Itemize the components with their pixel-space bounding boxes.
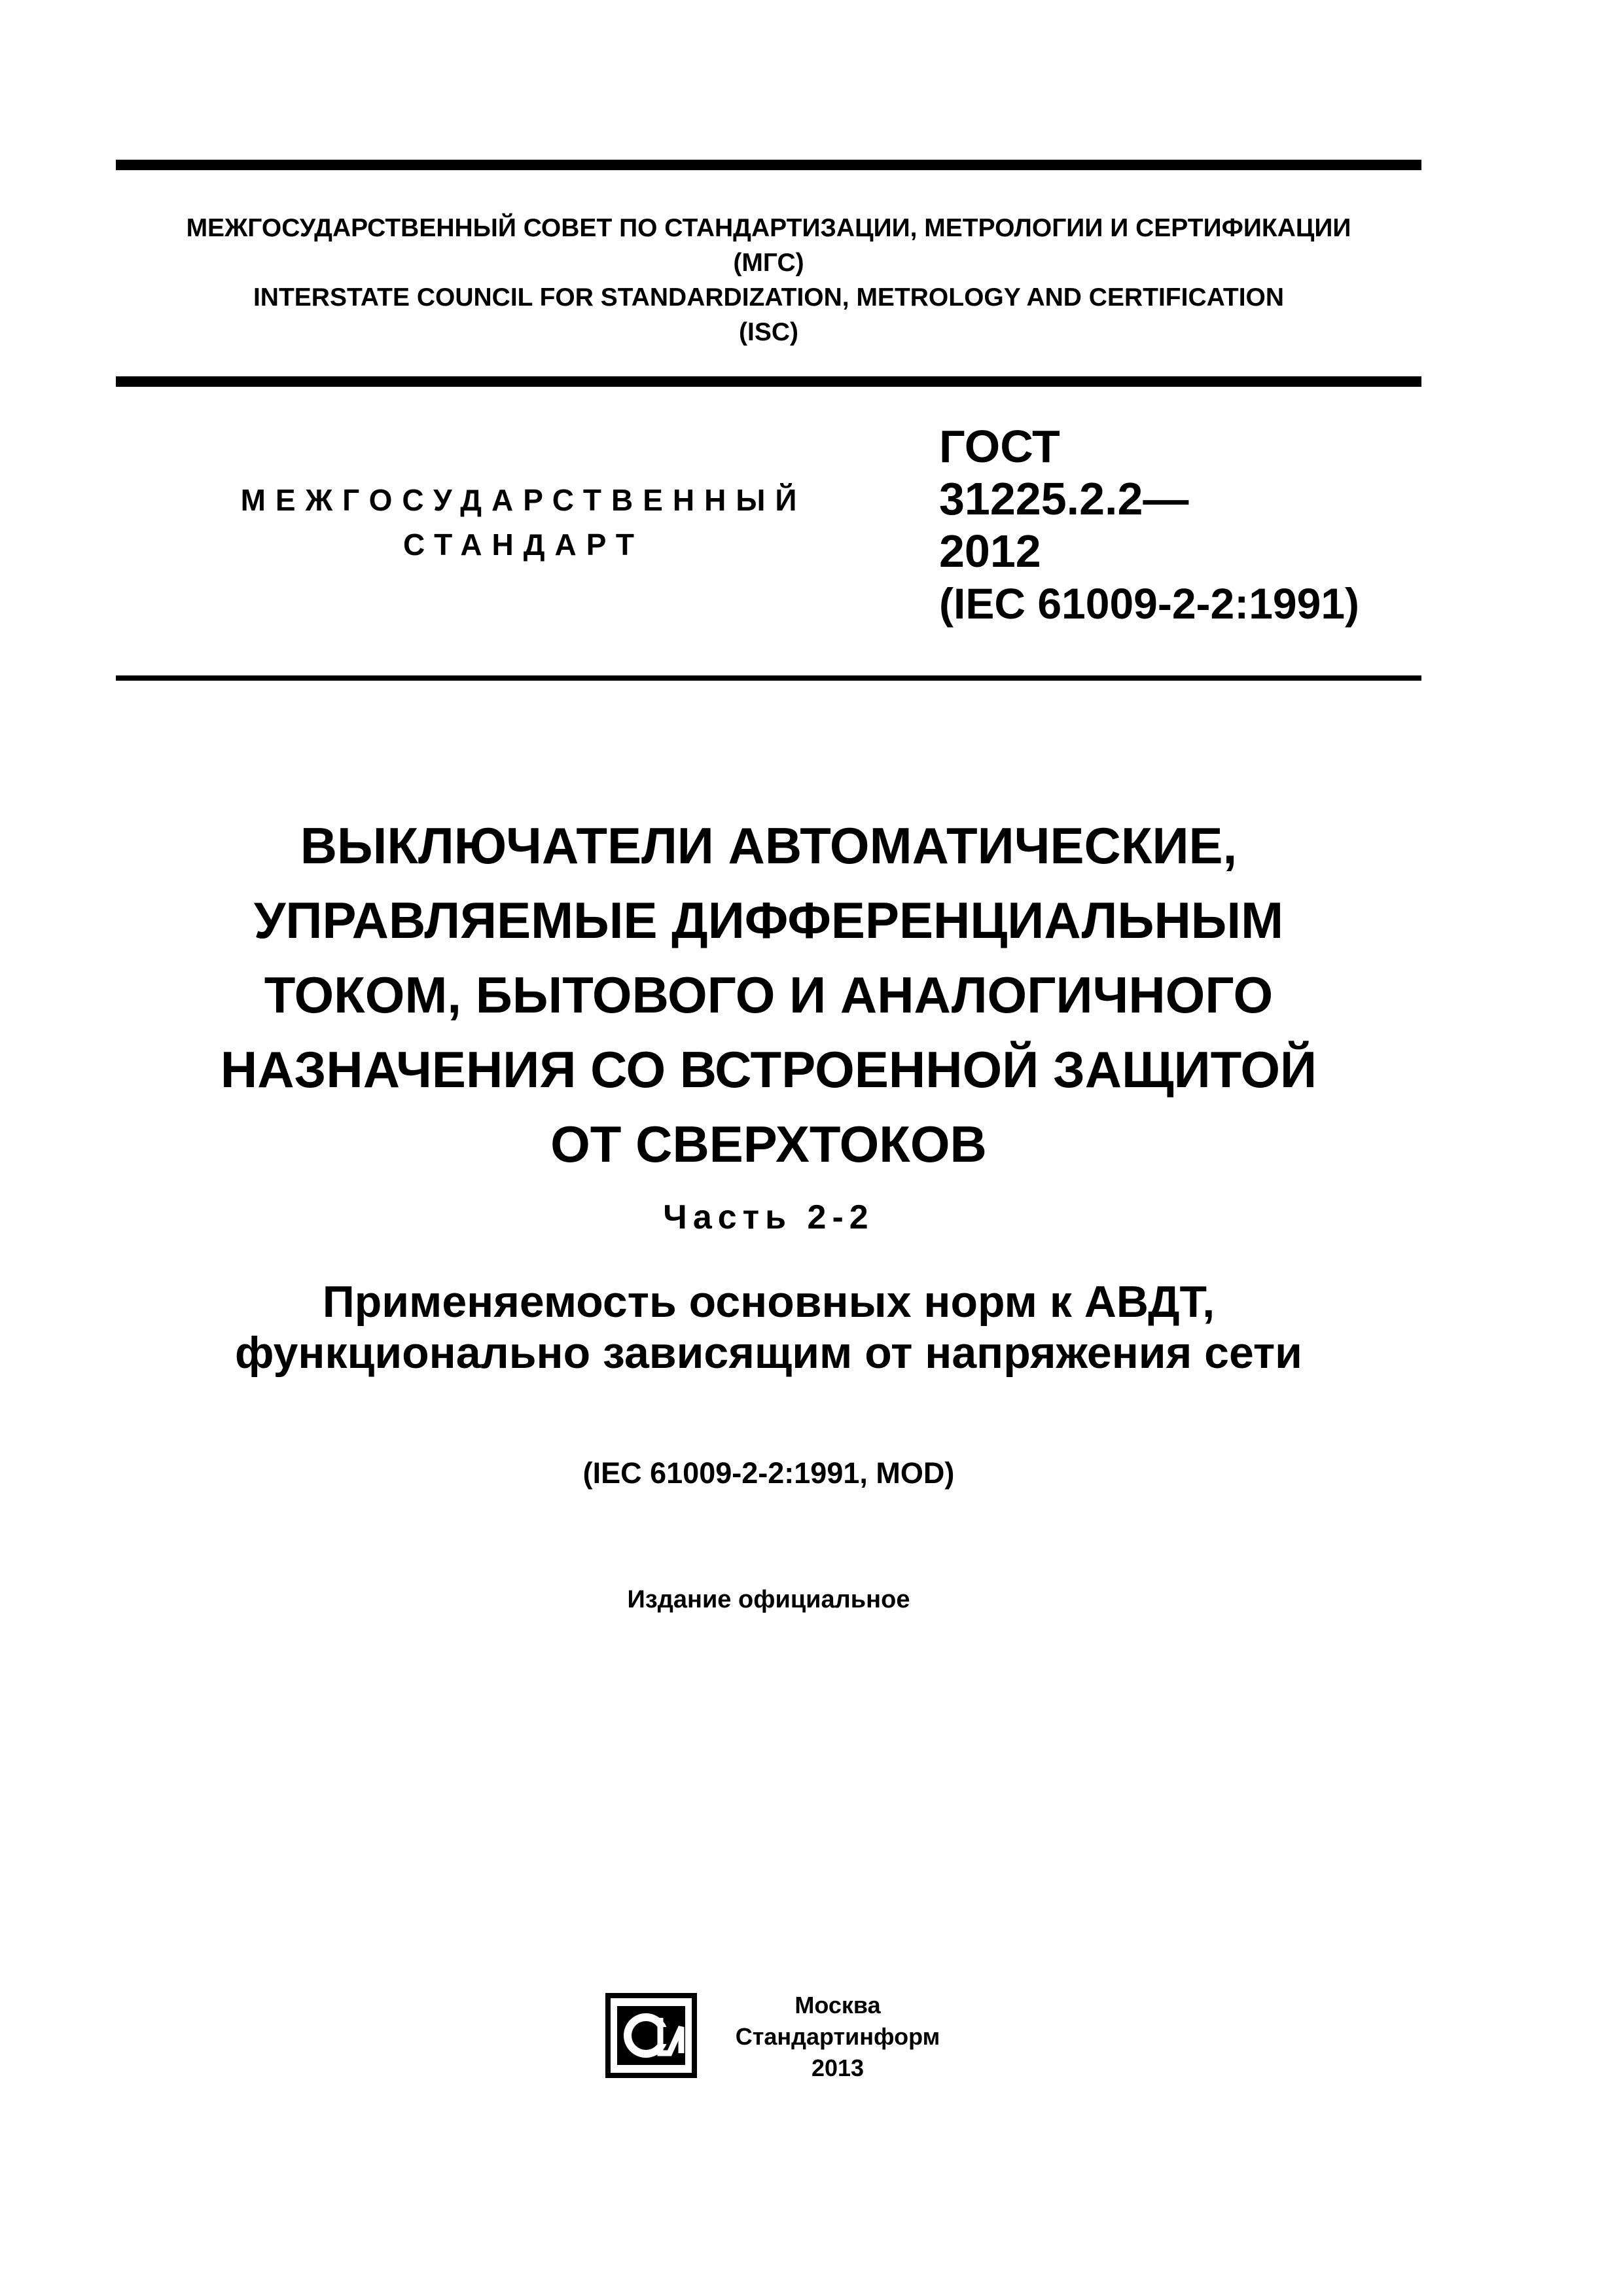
part-label: Часть 2-2 <box>663 1198 874 1236</box>
council-name-ru: МЕЖГОСУДАРСТВЕННЫЙ СОВЕТ ПО СТАНДАРТИЗАЦИИ, МЕТРОЛОГИИ И СЕРТИФИКАЦИИ <box>186 214 1351 242</box>
council-header <box>116 211 1421 350</box>
council-abbr-ru: (МГС) <box>733 249 804 277</box>
title-line: НАЗНАЧЕНИЯ СО ВСТРОЕННОЙ ЗАЩИТОЙ <box>220 1041 1317 1098</box>
lower-rule <box>116 675 1421 681</box>
standard-year: 2012 <box>939 526 1041 577</box>
subtitle-line: Применяемость основных норм к АВДТ, <box>322 1277 1215 1327</box>
standard-iec-ref: (IEC 61009-2-2:1991) <box>939 579 1360 628</box>
top-rule <box>116 160 1421 170</box>
standartinform-logo-icon <box>605 1993 697 2078</box>
title-line: ТОКОМ, БЫТОВОГО И АНАЛОГИЧНОГО <box>264 966 1274 1024</box>
document-title <box>116 808 1421 1181</box>
middle-rule <box>116 376 1421 387</box>
publisher-year: 2013 <box>811 2054 865 2081</box>
publisher-city: Москва <box>794 1992 881 2018</box>
publisher-name: Стандартинформ <box>735 2023 940 2050</box>
standard-type-line1: МЕЖГОСУДАРСТВЕННЫЙ <box>240 483 807 517</box>
subtitle-line: функционально зависящим от напряжения сети <box>234 1328 1302 1378</box>
standard-type <box>196 478 851 567</box>
standard-prefix: ГОСТ <box>939 421 1060 472</box>
iec-reference: (IEC 61009-2-2:1991, MOD) <box>582 1456 955 1490</box>
standard-type-line2: СТАНДАРТ <box>403 528 644 562</box>
title-line: УПРАВЛЯЕМЫЕ ДИФФЕРЕНЦИАЛЬНЫМ <box>253 891 1284 949</box>
title-line: ВЫКЛЮЧАТЕЛИ АВТОМАТИЧЕСКИЕ, <box>300 817 1238 874</box>
council-name-en: INTERSTATE COUNCIL FOR STANDARDIZATION, METROLOGY AND CERTIFICATION <box>253 283 1285 312</box>
council-abbr-en: (ISC) <box>739 318 798 346</box>
standard-number: 31225.2.2— <box>939 473 1189 524</box>
standard-designation <box>939 420 1359 630</box>
publisher-block <box>726 1990 949 2084</box>
title-line: ОТ СВЕРХТОКОВ <box>550 1115 987 1173</box>
edition-label: Издание официальное <box>627 1586 910 1613</box>
document-subtitle <box>116 1276 1421 1378</box>
